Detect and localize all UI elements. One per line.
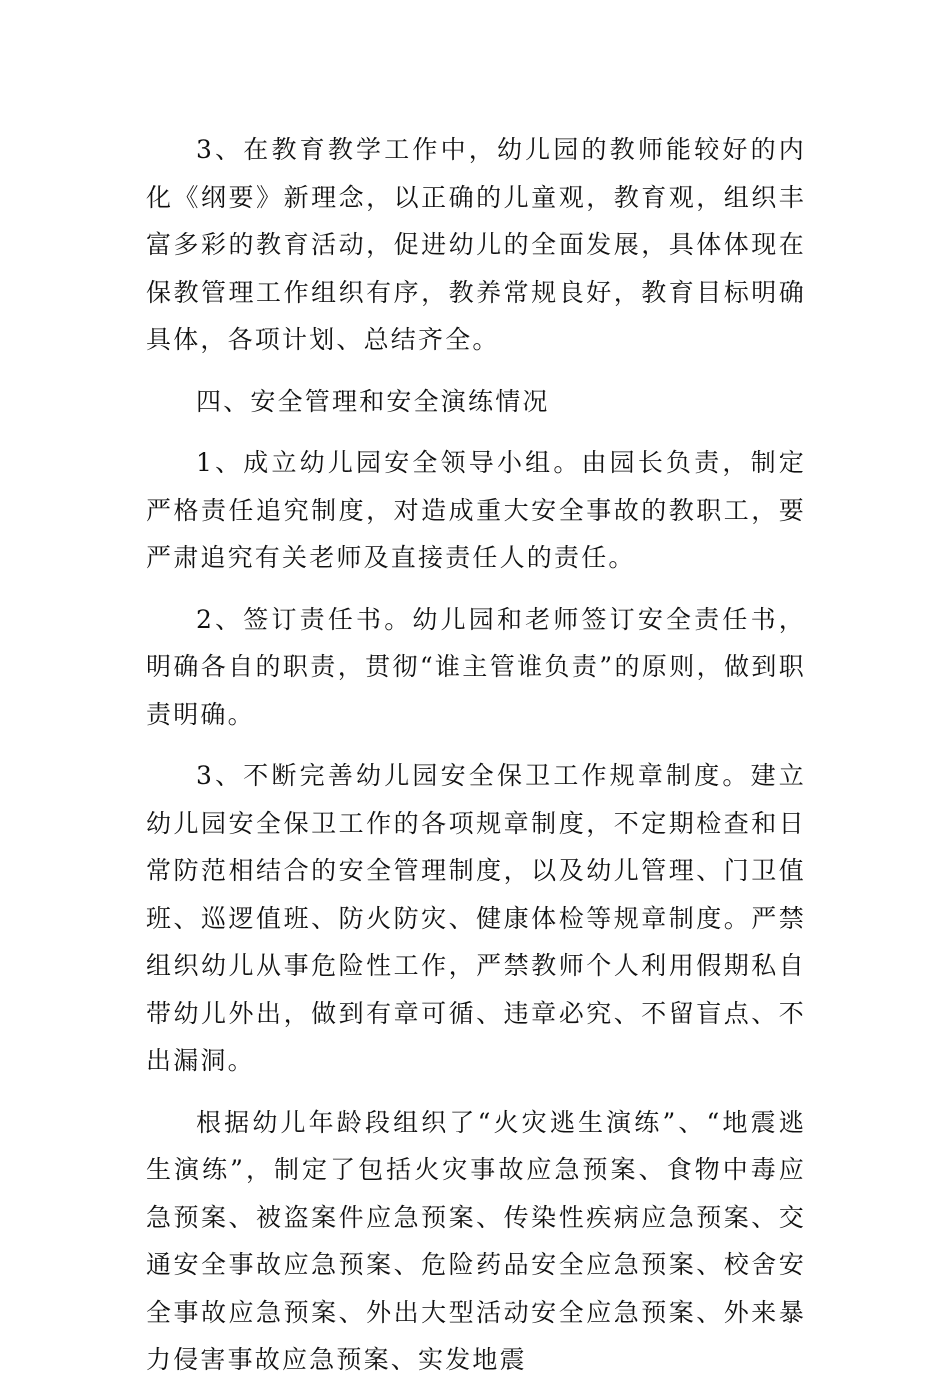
paragraph-safety-rules: 3、不断完善幼儿园安全保卫工作规章制度。建立幼儿园安全保卫工作的各项规章制度，不定期检查和日常防范相结合的安全管理制度，以及幼儿管理、门卫值班、巡逻值班、防火防灾、健康体检等规章制度。严禁组织幼儿从事危险性工作，严禁教师个人利用假期私自带幼儿外出，做到有章可循、违章必究、不留盲点、不出漏洞。 bbox=[146, 761, 806, 1075]
paragraph-drills: 根据幼儿年龄段组织了“火灾逃生演练”、“地震逃生演练”，制定了包括火灾事故应急预案、食物中毒应急预案、被盗案件应急预案、传染性疾病应急预案、交通安全事故应急预案、危险药品安全应急预案、校舍安全事故应急预案、外出大型活动安全应急预案、外来暴力侵害事故应急预案、实发地震 bbox=[146, 1107, 806, 1374]
paragraph-safety-group: 1、成立幼儿园安全领导小组。由园长负责，制定严格责任追究制度，对造成重大安全事故的教职工，要严肃追究有关老师及直接责任人的责任。 bbox=[146, 448, 806, 572]
paragraph-responsibility-letter: 2、签订责任书。幼儿园和老师签订安全责任书，明确各自的职责，贯彻“谁主管谁负责”的原则，做到职责明确。 bbox=[146, 604, 806, 729]
section-heading-safety: 四、安全管理和安全演练情况 bbox=[196, 386, 550, 416]
document-body bbox=[146, 126, 806, 1398]
paragraph-teaching-work: 3、在教育教学工作中，幼儿园的教师能较好的内化《纲要》新理念，以正确的儿童观，教育观，组织丰富多彩的教育活动，促进幼儿的全面发展，具体体现在保教管理工作组织有序，教养常规良好，教育目标明确具体，各项计划、总结齐全。 bbox=[146, 135, 806, 354]
